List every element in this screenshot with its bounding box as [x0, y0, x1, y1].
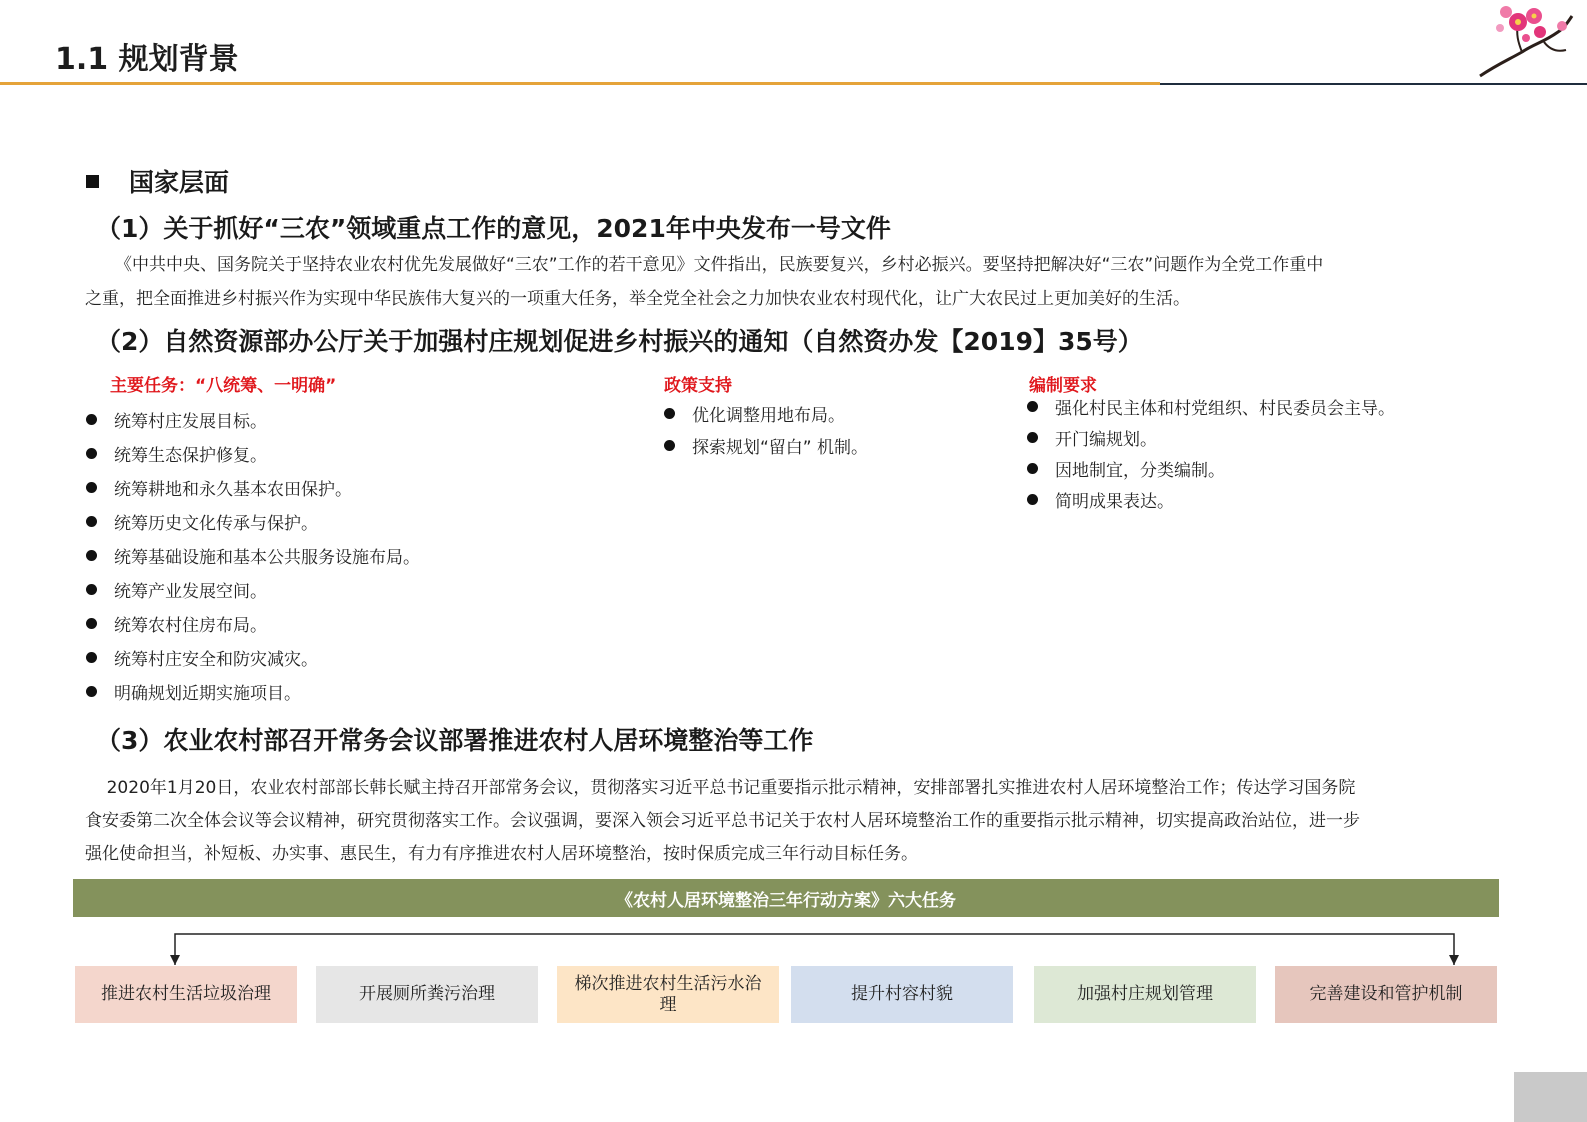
section-title: 国家层面 [129, 168, 230, 197]
list-item: 统筹历史文化传承与保护。 [86, 504, 420, 538]
task-box: 推进农村生活垃圾治理 [75, 966, 297, 1023]
bullet-icon [1027, 401, 1038, 412]
item1-line-1: 《中共中央、国务院关于坚持农业农村优先发展做好“三农”工作的若干意见》文件指出，民族要复兴，乡村必振兴。要坚持把解决好“三农”问题作为全党工作重中 [115, 255, 1324, 275]
bullet-icon [86, 448, 97, 459]
list-item: 统筹村庄发展目标。 [86, 402, 420, 436]
bullet-icon [86, 550, 97, 561]
list-item: 强化村民主体和村党组织、村民委员会主导。 [1027, 391, 1395, 422]
bullet-icon [86, 414, 97, 425]
page-corner-tab [1514, 1072, 1587, 1122]
connector-arrows [0, 917, 1587, 967]
arrow-down-icon [1449, 955, 1459, 965]
list-item: 优化调整用地布局。 [664, 397, 868, 429]
list-item: 明确规划近期实施项目。 [86, 674, 420, 708]
bullet-icon [664, 408, 675, 419]
item3-line-1: 2020年1月20日，农业农村部部长韩长赋主持召开部常务会议，贯彻落实习近平总书记重要指示批示精神，安排部署扎实推进农村人居环境整治工作；传达学习国务院 [85, 778, 1356, 798]
item1-line-2: 之重，把全面推进乡村振兴作为实现中华民族伟大复兴的一项重大任务，举全党全社会之力加快农业农村现代化，让广大农民过上更加美好的生活。 [85, 289, 1190, 309]
item1-heading: （1）关于抓好“三农”领域重点工作的意见，2021年中央发布一号文件 [96, 214, 891, 243]
bullet-icon [1027, 463, 1038, 474]
list-item: 因地制宜，分类编制。 [1027, 453, 1395, 484]
bullet-icon [86, 618, 97, 629]
list-item: 探索规划“留白” 机制。 [664, 429, 868, 461]
compilation-requirements-label: 编制要求 [1029, 376, 1097, 396]
item3-heading: （3）农业农村部召开常务会议部署推进农村人居环境整治等工作 [96, 726, 814, 755]
bullet-icon [86, 584, 97, 595]
task-box: 完善建设和管护机制 [1275, 966, 1497, 1023]
task-box: 加强村庄规划管理 [1034, 966, 1256, 1023]
list-item: 开门编规划。 [1027, 422, 1395, 453]
bullet-icon [664, 440, 675, 451]
section-heading [86, 163, 229, 199]
policy-support-label: 政策支持 [664, 376, 732, 396]
policy-support-list [664, 397, 868, 461]
header-rule-orange [0, 82, 1160, 85]
action-plan-banner: 《农村人居环境整治三年行动方案》六大任务 [73, 879, 1499, 917]
compilation-requirements-list [1027, 391, 1395, 515]
item3-line-2: 食安委第二次全体会议等会议精神，研究贯彻落实工作。会议强调，要深入领会习近平总书记关于农村人居环境整治工作的重要指示批示精神，切实提高政治站位，进一步 [85, 811, 1360, 831]
bullet-icon [1027, 432, 1038, 443]
bullet-icon [86, 482, 97, 493]
list-item: 统筹农村住房布局。 [86, 606, 420, 640]
plum-blossom-icon [1478, 2, 1574, 78]
list-item: 统筹产业发展空间。 [86, 572, 420, 606]
task-box: 梯次推进农村生活污水治理 [557, 966, 779, 1023]
item2-heading: （2）自然资源部办公厅关于加强村庄规划促进乡村振兴的通知（自然资办发【2019】35号） [96, 327, 1143, 356]
task-box: 提升村容村貌 [791, 966, 1013, 1023]
bullet-icon [86, 516, 97, 527]
item3-paragraph [85, 772, 1505, 871]
bullet-icon [86, 686, 97, 697]
item3-line-3: 强化使命担当，补短板、办实事、惠民生，有力有序推进农村人居环境整治，按时保质完成三年行动目标任务。 [85, 844, 918, 864]
bullet-icon [86, 652, 97, 663]
list-item: 统筹村庄安全和防灾减灾。 [86, 640, 420, 674]
bullet-icon [1027, 494, 1038, 505]
main-tasks-label: 主要任务：“八统筹、一明确” [110, 376, 337, 396]
page-title: 1.1 规划背景 [55, 42, 239, 77]
list-item: 统筹生态保护修复。 [86, 436, 420, 470]
main-tasks-list [86, 402, 420, 708]
header-rule-dark [1160, 83, 1587, 85]
list-item: 统筹基础设施和基本公共服务设施布局。 [86, 538, 420, 572]
square-bullet-icon [86, 175, 99, 188]
arrow-down-icon [170, 955, 180, 965]
task-box: 开展厕所粪污治理 [316, 966, 538, 1023]
item1-paragraph [85, 248, 1505, 316]
list-item: 统筹耕地和永久基本农田保护。 [86, 470, 420, 504]
list-item: 简明成果表达。 [1027, 484, 1395, 515]
